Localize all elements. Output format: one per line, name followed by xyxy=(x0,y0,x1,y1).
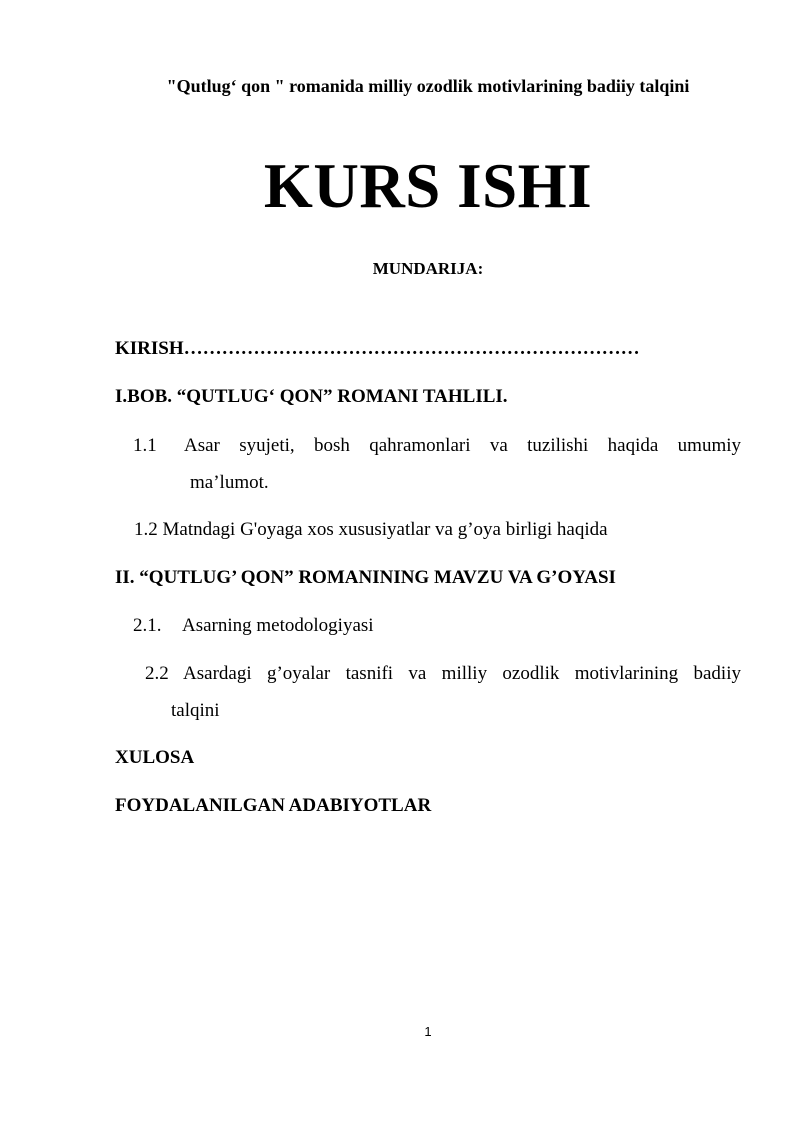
toc-heading: MUNDARIJA: xyxy=(372,259,484,278)
section-title-line-1: 2.2 Asardagi g’oyalar tasnifi va milliy ozodlik motivlarining badiiy xyxy=(145,663,741,684)
toc-item-references: FOYDALANILGAN ADABIYOTLAR xyxy=(115,795,432,816)
page-number: 1 xyxy=(424,1024,432,1039)
toc-item-intro: KIRISH……………………………………………………………… xyxy=(115,338,640,359)
section-title: Asarning metodologiyasi xyxy=(182,615,374,636)
section-title-line-1: Asar syujeti, bosh qahramonlari va tuzilishi haqida umumiy xyxy=(184,435,741,456)
toc-item-conclusion: XULOSA xyxy=(115,747,195,768)
toc-item-chapter-1: I.BOB. “QUTLUG‘ QON” ROMANI TAHLILI. xyxy=(115,386,508,407)
toc-item-chapter-2: II. “QUTLUG’ QON” ROMANINING MAVZU VA G’OYASI xyxy=(115,567,616,588)
section-number: 1.1 xyxy=(133,435,157,456)
section-number: 2.1. xyxy=(133,615,162,636)
toc-item-section-1-2: 1.2 Matndagi G'oyaga xos xususiyatlar va g’oya birligi haqida xyxy=(134,519,608,540)
section-title-line-2: talqini xyxy=(171,700,220,721)
section-title-line-2: ma’lumot. xyxy=(190,472,269,493)
topic-line: "Qutlug‘ qon " romanida milliy ozodlik motivlarining badiiy talqini xyxy=(166,76,690,96)
document-title: KURS ISHI xyxy=(263,151,593,221)
